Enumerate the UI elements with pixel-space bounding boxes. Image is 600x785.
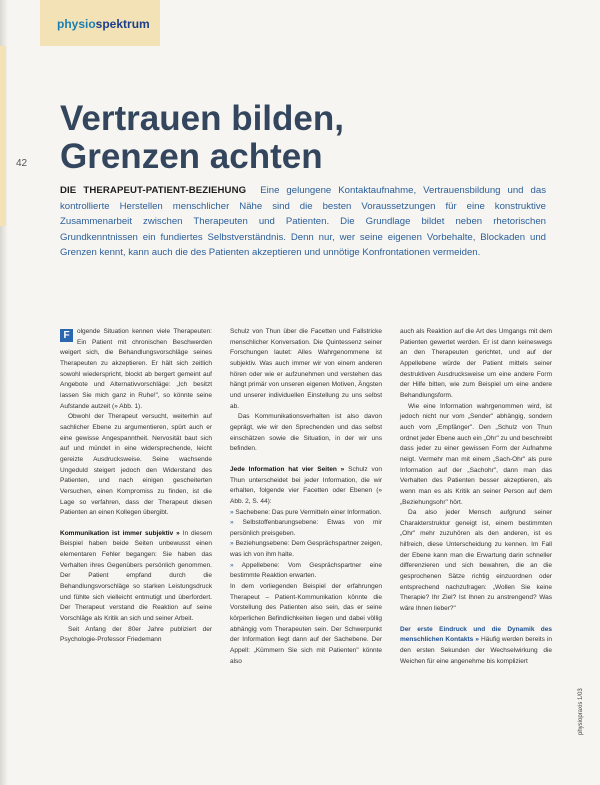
paragraph <box>60 529 212 625</box>
article-intro <box>60 183 546 261</box>
paragraph: auch als Reaktion auf die Art des Umgangs mit dem Patienten gewertet werden. Er ist dann keineswegs an den Therapeuten gerichtet, und auf der Appellebene würde der Patient mittels seiner destruktiven Ausdrucksweise um eine andere Form der Hilfe bitten, wie zum Beispiel um eine andere Behandlungsform. <box>400 328 552 399</box>
paragraph: Das Kommunikationsverhalten ist also davon geprägt, wie wir den Sprechenden und das selbst einschätzen sowie die Situation, in der wir uns befinden. <box>230 413 382 453</box>
subheading: Jede Information hat vier Seiten » <box>230 465 345 473</box>
title-line-1: Vertrauen bilden, <box>60 99 344 138</box>
paragraph-text: Schulz von Thun unterscheidet bei jeder Information, die wir erhalten, folgende vier Facetten oder Ebenen (» Abb. 2, S. 44): <box>230 465 383 505</box>
subheading: Kommunikation ist immer subjektiv » <box>60 529 180 537</box>
intro-lead: DIE THERAPEUT-PATIENT-BEZIEHUNG <box>60 185 247 196</box>
section-header-suffix: spektrum <box>95 17 150 31</box>
paragraph <box>400 625 552 668</box>
side-accent-bar <box>0 46 6 226</box>
list-item: » Sachebene: Das pure Vermitteln einer Information. <box>230 508 382 519</box>
paragraph-text: Häufig werden bereits in den ersten Sekunden der Wechselwirkung die Weichen für eine angenehme bis kompliziert <box>400 636 552 665</box>
drop-cap: F <box>60 329 73 342</box>
text-column-2 <box>230 327 382 667</box>
issue-footer: physiopraxis 1/03 <box>578 688 584 735</box>
paragraph: Obwohl der Therapeut versucht, weiterhin auf sachlicher Ebene zu argumentieren, spürt auch er eine gewisse Angespanntheit. Nervosität baut sich auf und mündet in eine widersprechende, leicht gereizte Ausdrucksweise. Seine wachsende Ungeduld steigert jedoch den Widerstand des Patienten, und nach einigen gescheiterten Versuchen, einen Kompromiss zu finden, ist die Lage so verfahren, dass der Therapeut diesen Patienten an einen Kollegen übergibt. <box>60 413 212 517</box>
list-item: » Beziehungsebene: Dem Gesprächspartner zeigen, was ich von ihm halte. <box>230 539 382 560</box>
facet-list <box>230 508 382 583</box>
article-title <box>60 100 480 176</box>
paragraph-text: In diesem Beispiel haben beide Seiten unbewusst einen elementaren Fehler begangen: Sie haben das Verhalten ihres Gegenübers persönlich genommen. Der Patient empfand durch die Behandlungsvorschläge so starken Leistungsdruck und fühlte sich vielleicht entmutigt und überfordert. Der Therapeut verstand die Reaktion auf seine Vorschläge als Kritik an sich und seiner Arbeit. <box>60 529 212 623</box>
section-header-prefix: physio <box>57 17 96 31</box>
subheading: Der erste Eindruck und die Dynamik des menschlichen Kontakts » <box>400 625 552 644</box>
text-column-1 <box>60 327 212 646</box>
paragraph: In dem vorliegenden Beispiel der erfahrungen Therapeut – Patient-Kommunikation könnte die Vorstellung des Patienten also sein, das er seine körperlichen Befindlichkeiten liegen und dabei völlig abhängig vom Therapeuten sein. Der Schwerpunkt der Information liegt dann auf der Sachebene. Der Appell: „Kümmern Sie sich mit Patienten" könnte also <box>230 583 382 665</box>
text-column-3 <box>400 327 552 667</box>
list-item: » Selbstoffenbarungsebene: Etwas von mir persönlich preisgeben. <box>230 518 382 539</box>
list-item: » Appellebene: Vom Gesprächspartner eine bestimmte Reaktion erwarten. <box>230 561 382 582</box>
paragraph: Seit Anfang der 80er Jahre publiziert der Psychologie-Professor Friedemann <box>60 625 212 644</box>
paragraph: Schulz von Thun über die Facetten und Fallstricke menschlicher Konversation. Die Quintessenz seiner Forschungen lautet: Alles Wahrgenommene ist subjektiv. Was auch immer wir von einem anderen hören oder wie er aufzunehmen und verstehen das hängt primär von unseren eigenen Motiven, Ängsten und unserer individuellen Einstellung zu uns selbst ab. <box>230 328 382 410</box>
paragraph: Da also jeder Mensch aufgrund seiner Charakterstruktur geneigt ist, einem bestimmten „Ohr" mehr zuzuhören als den anderen, ist es hilfreich, diese Unterscheidung zu kennen. Im Fall der Ebene kann man die Erwartung darin schneller differenzieren und sich bewahren, die an die gesprochenen Sätze richtig einzuordnen oder entsprechend nachzufragen: „Wollen Sie keine Therapie? Ihr Ziel? Ist Ihnen zu anstrengend? Was wäre Ihnen lieber?" <box>400 509 552 613</box>
intro-text: Eine gelungene Kontaktaufnahme, Vertrauensbildung und das kontrollierte Herstellen menschlicher Nähe sind die besten Voraussetzungen für eine konstruktive Zusammenarbeit zwischen Therapeuten und Patienten. Die Grundlage bildet neben rhetorischen Grundkenntnissen ein fundiertes Selbstverständnis. Denn nur, wer seine eigenen Vorbehalte, Blockaden und Grenzen kennt, kann auch die des Patienten akzeptieren und unnötige Konfrontationen vermeiden. <box>60 185 546 259</box>
paragraph: Wie eine Information wahrgenommen wird, ist jedoch nicht nur vom „Sender" abhängig, sondern auch vom „Empfänger". Den „Schulz von Thun ordnet jeder Ebene auch ein „Ohr" zu und beschreibt dass jeder zu einer gewissen Form der Aufnahme neigt. Vermehr man mit einem „Sach-Ohr" als pure Information auf der „Sachohr", dann man das Verhalten des Patienten besser akzeptieren, als wenn man es als Kritik an seiner Person auf dem „Beziehungsohr" hört. <box>400 402 552 506</box>
section-header <box>40 0 160 46</box>
paragraph <box>230 465 382 508</box>
paragraph <box>60 327 212 412</box>
page-number: 42 <box>16 158 28 169</box>
paragraph-text: olgende Situation kennen viele Therapeuten: Ein Patient mit chronischen Beschwerden weigert sich, die Behandlungsvorschläge seines Therapeuten zu akzeptieren. Er hält sich zeitlich sowohl wiederspricht, blockt ab bergert gemeint auf Angebote und Alternativvorschläge: „Ich besitzt lassen Sie mich ganz in Ruhe!", so könnte seine Aufstande autzeit (» Abb. 1). <box>60 328 212 410</box>
title-line-2: Grenzen achten <box>60 137 323 176</box>
